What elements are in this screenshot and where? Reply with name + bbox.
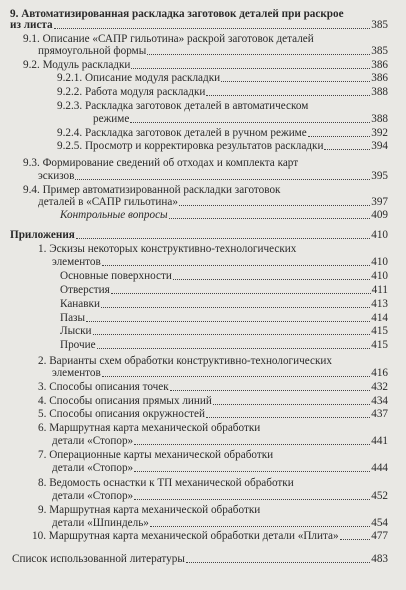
page-number: 394 xyxy=(371,140,388,152)
page-number: 388 xyxy=(371,86,388,98)
toc-entry-app-2 xyxy=(52,366,388,380)
toc-entry-label: 10. Маршрутная карта механической обработки детали «Плита» xyxy=(32,530,339,542)
toc-entry-label: деталей в «САПР гильотина» xyxy=(38,196,178,208)
leader-dots xyxy=(221,81,370,82)
page-number: 414 xyxy=(371,312,388,324)
toc-entry-label: 5. Способы описания окружностей xyxy=(38,408,205,420)
leader-dots xyxy=(150,526,370,527)
toc-entry-9-2-5 xyxy=(57,139,388,153)
toc-entry-label: Лыски xyxy=(60,325,92,337)
toc-entry-9-2-2 xyxy=(57,85,388,99)
leader-dots xyxy=(340,539,371,540)
leader-dots xyxy=(93,334,371,335)
toc-entry-label: 9.2.1. Описание модуля раскладки xyxy=(57,72,221,84)
toc-entry-app-2-line1: 2. Варианты схем обработки конструктивно-технологических xyxy=(38,355,332,367)
leader-dots xyxy=(102,376,370,377)
leader-dots xyxy=(147,54,370,55)
page-number: 437 xyxy=(371,408,388,420)
leader-dots xyxy=(206,95,370,96)
leader-dots xyxy=(131,68,370,69)
page-number: 452 xyxy=(371,490,388,502)
leader-dots xyxy=(134,471,370,472)
toc-entry-app-3 xyxy=(38,380,388,394)
leader-dots xyxy=(97,348,371,349)
leader-dots xyxy=(170,390,371,391)
toc-entry-appendices xyxy=(10,228,388,242)
leader-dots xyxy=(86,321,370,322)
page-number: 415 xyxy=(371,339,388,351)
page-number: 454 xyxy=(371,517,388,529)
toc-entry-app-7-line1: 7. Операционные карты механической обработки xyxy=(38,449,274,461)
toc-entry-app-9 xyxy=(52,516,388,530)
page-number: 410 xyxy=(371,256,388,268)
leader-dots xyxy=(54,28,371,29)
toc-entry-app-1-item xyxy=(60,297,388,311)
toc-entry-control-questions xyxy=(60,208,388,222)
toc-entry-label: детали «Шпиндель» xyxy=(52,517,149,529)
page-number: 388 xyxy=(371,113,388,125)
toc-entry-label: Прочие xyxy=(60,339,96,351)
toc-entry-9-3 xyxy=(38,169,388,183)
page-number: 477 xyxy=(371,530,388,542)
toc-entry-app-8-line1: 8. Ведомость оснастки к ТП механической обработки xyxy=(38,477,294,489)
page-number: 432 xyxy=(371,381,388,393)
toc-entry-label: 9.2. Модуль раскладки xyxy=(23,59,131,71)
toc-entry-app-1-item xyxy=(60,283,388,297)
toc-entry-app-8 xyxy=(52,489,388,503)
toc-entry-app-4 xyxy=(38,394,388,408)
toc-entry-9-2-1 xyxy=(57,71,388,85)
toc-entry-app-1-item xyxy=(60,324,388,338)
page-number: 413 xyxy=(371,298,388,310)
toc-entry-label: режиме xyxy=(93,113,130,125)
page-number: 409 xyxy=(371,209,388,221)
leader-dots xyxy=(76,238,370,239)
page-number: 483 xyxy=(371,553,388,565)
chapter-9-title-line2: из листа xyxy=(10,19,53,31)
toc-entry-app-6-line1: 6. Маршрутная карта механической обработки xyxy=(38,422,261,434)
toc-entry-label: Контрольные вопросы xyxy=(60,209,168,221)
toc-entry-label: Пазы xyxy=(60,312,85,324)
leader-dots xyxy=(102,265,370,266)
toc-entry-9-4 xyxy=(38,195,388,209)
page-number: 392 xyxy=(371,127,388,139)
toc-entry-app-1-item xyxy=(60,311,388,325)
page-number: 410 xyxy=(371,270,388,282)
toc-entry-label: детали «Стопор» xyxy=(52,490,134,502)
toc-entry-9-1-line1: 9.1. Описание «САПР гильотина» раскрой заготовок деталей xyxy=(23,33,314,45)
toc-entry-9-2-4 xyxy=(57,126,388,140)
toc-entry-label: Список использованной литературы xyxy=(12,553,185,565)
toc-entry-label: 4. Способы описания прямых линий xyxy=(38,395,212,407)
leader-dots xyxy=(134,499,370,500)
page-number: 434 xyxy=(371,395,388,407)
leader-dots xyxy=(206,417,370,418)
page-number: 441 xyxy=(371,435,388,447)
toc-entry-app-6 xyxy=(52,434,388,448)
toc-entry-label: эскизов xyxy=(38,170,75,182)
toc-entry-label: детали «Стопор» xyxy=(52,462,134,474)
page-number: 385 xyxy=(371,19,388,31)
page-number: 411 xyxy=(371,284,388,296)
page-number: 386 xyxy=(371,59,388,71)
toc-entry-label: элементов xyxy=(52,367,101,379)
leader-dots xyxy=(308,136,370,137)
page-number: 416 xyxy=(371,367,388,379)
leader-dots xyxy=(186,562,370,563)
toc-entry-app-1 xyxy=(52,255,388,269)
toc-entry-label: прямоугольной формы xyxy=(38,45,147,57)
toc-entry-9-2 xyxy=(23,58,388,72)
page-number: 386 xyxy=(371,72,388,84)
leader-dots xyxy=(324,149,370,150)
toc-entry-app-7 xyxy=(52,461,388,475)
page-number: 385 xyxy=(371,45,388,57)
toc-entry-app-10 xyxy=(32,529,388,543)
toc-entry-label: детали «Стопор» xyxy=(52,435,134,447)
leader-dots xyxy=(130,122,370,123)
toc-entry-app-1-item xyxy=(60,269,388,283)
toc-entry-label: 9.2.4. Раскладка заготовок деталей в ручном режиме xyxy=(57,127,307,139)
leader-dots xyxy=(101,307,370,308)
toc-entry-label: элементов xyxy=(52,256,101,268)
toc-entry-app-5 xyxy=(38,407,388,421)
leader-dots xyxy=(75,179,370,180)
toc-entry-references xyxy=(12,552,388,566)
toc-entry-9-2-3-line1: 9.2.3. Раскладка заготовок деталей в автоматическом xyxy=(57,100,309,112)
toc-entry-app-1-item xyxy=(60,338,388,352)
toc-entry-9-3-line1: 9.3. Формирование сведений об отходах и комплекта карт xyxy=(23,157,299,169)
toc-entry-label: 9.2.5. Просмотр и корректировка результатов раскладки xyxy=(57,140,324,152)
page-number: 415 xyxy=(371,325,388,337)
toc-entry-label: Отверстия xyxy=(60,284,110,296)
page-number: 395 xyxy=(371,170,388,182)
toc-entry-label: 9.2.2. Работа модуля раскладки xyxy=(57,86,206,98)
leader-dots xyxy=(111,293,371,294)
toc-entry-app-1-line1: 1. Эскизы некоторых конструктивно-технологических xyxy=(38,243,297,255)
toc-entry-ch9 xyxy=(10,18,388,32)
page-number: 410 xyxy=(371,229,388,241)
leader-dots xyxy=(213,404,370,405)
toc-entry-app-9-line1: 9. Маршрутная карта механической обработки xyxy=(38,504,261,516)
page-number: 444 xyxy=(371,462,388,474)
toc-entry-9-4-line1: 9.4. Пример автоматизированной раскладки заготовок xyxy=(23,184,281,196)
chapter-9-title-line1: 9. Автоматизированная раскладка заготовок деталей при раскрое xyxy=(10,8,344,20)
page-number: 397 xyxy=(371,196,388,208)
toc-entry-9-1 xyxy=(38,44,388,58)
leader-dots xyxy=(179,205,370,206)
leader-dots xyxy=(173,279,370,280)
toc-entry-9-2-3 xyxy=(93,112,388,126)
toc-entry-label: Основные поверхности xyxy=(60,270,172,282)
toc-entry-label: Канавки xyxy=(60,298,100,310)
toc-entry-label: 3. Способы описания точек xyxy=(38,381,169,393)
appendices-title: Приложения xyxy=(10,229,75,241)
leader-dots xyxy=(169,218,371,219)
leader-dots xyxy=(134,444,370,445)
